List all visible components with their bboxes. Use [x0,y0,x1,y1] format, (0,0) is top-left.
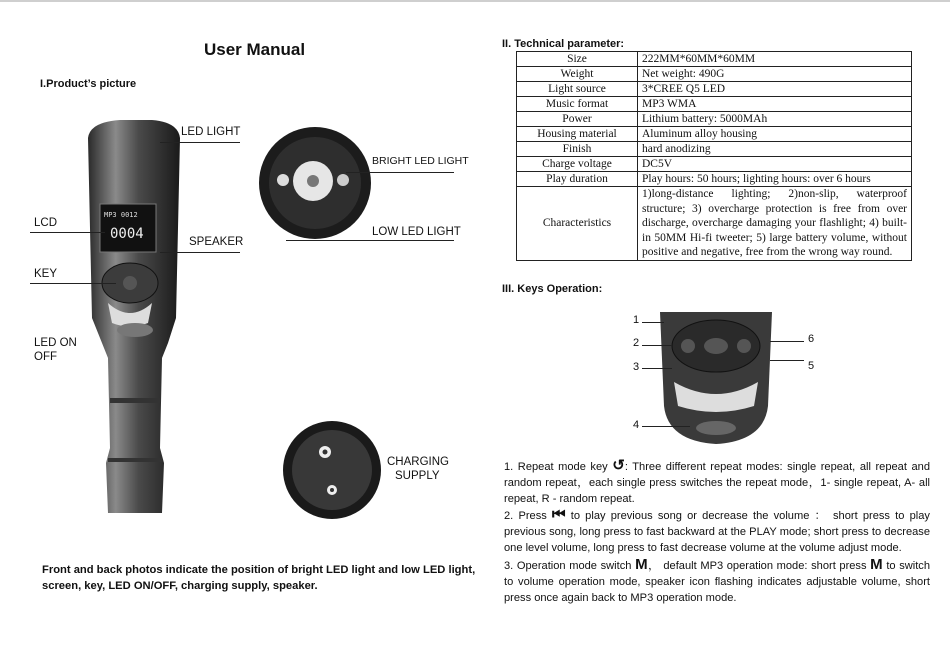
spec-value: Play hours: 50 hours; lighting hours: over 6 hours [638,172,912,187]
product-caption: Front and back photos indicate the position of bright LED light and low LED light, screen, key, LED ON/OFF, charging supply, speaker. [42,564,476,592]
keypad-photo [656,306,776,446]
label-led-light: LED LIGHT [181,126,241,138]
spec-key: Power [517,112,638,127]
table-row [517,127,912,142]
spec-value: Lithium battery: 5000MAh [638,112,912,127]
instruction-repeat [504,458,930,507]
spec-key: Finish [517,142,638,157]
mode-m-icon: M [635,555,648,573]
mode-m-icon: M [870,555,883,573]
callout-number-2: 2 [633,337,640,349]
label-key: KEY [34,268,58,280]
tech-heading: II. Technical parameter: [502,38,625,50]
label-led-on: LED ON [34,337,77,349]
table-row [517,52,912,67]
table-row [517,112,912,127]
label-supply: SUPPLY [395,470,440,482]
instruction-text: ， default MP3 operation mode: short press [647,559,867,572]
spec-key: Size [517,52,638,67]
label-low-led: LOW LED LIGHT [372,226,461,238]
spec-value: hard anodizing [638,142,912,157]
instruction-text: 3. Operation mode switch [504,559,632,572]
table-row [517,82,912,97]
callout-line-2 [642,345,672,346]
table-row [517,97,912,112]
flashlight-head-photo [256,124,374,242]
spec-key: Play duration [517,172,638,187]
callout-number-6: 6 [808,333,815,345]
callout-line-1 [642,322,664,323]
callout-number-4: 4 [633,419,640,431]
spec-value: 222MM*60MM*60MM [638,52,912,67]
instruction-text: to play previous song or decrease the volume ： short press to play previous song, long press to fast backward at the PLAY mode; short press to decrease one level volume, long press to fast decrease volume at the volume adjust mode. [504,510,930,555]
instruction-text: : Three different repeat modes: single repeat, all repeat and random repeat，each single press switches the repeat mode，1- single repeat, A- all repeat, R - random repeat. [504,461,930,506]
callout-line-4 [642,426,690,427]
spec-key: Housing material [517,127,638,142]
callout-line-6 [770,341,804,342]
label-charging: CHARGING [387,456,449,468]
callout-number-5: 5 [808,360,815,372]
page-title: User Manual [204,40,306,59]
spec-key: Characteristics [517,187,638,261]
spec-key: Music format [517,97,638,112]
spec-value: 3*CREE Q5 LED [638,82,912,97]
spec-value: 1)long-distance lighting; 2)non-slip, waterproof structure; 3) overcharge protection is free from over discharge, overcharge damaging your flashlight; 4) built-in 50MM Hi-fi tweeter; 5) large battery volume, without positive and negative, free from the wrong way round. [638,187,912,261]
instruction-text: to switch to volume operation mode, speaker icon flashing indicates adjustable volume, short press once again back to MP3 operation mode. [504,559,931,604]
table-row [517,172,912,187]
callout-line-5 [770,360,804,361]
spec-value: MP3 WMA [638,97,912,112]
spec-table [516,51,912,261]
spec-value: Aluminum alloy housing [638,127,912,142]
label-bright-led: BRIGHT LED LIGHT [372,155,469,167]
table-row [517,142,912,157]
callout-lcd [30,232,105,233]
table-row [517,157,912,172]
top-border [0,0,950,2]
callout-number-3: 3 [633,361,640,373]
keys-instructions [504,458,930,606]
callout-line-3 [642,368,672,369]
instruction-mode [504,557,930,606]
previous-track-icon: ⏮ [552,506,566,524]
flashlight-tail-photo [282,420,382,520]
callout-bright-led [346,172,454,173]
product-heading: I.Product’s picture [40,78,137,90]
callout-led-light [160,142,240,143]
instruction-text: 2. Press [504,510,547,523]
instruction-previous [504,507,930,556]
callout-number-1: 1 [633,314,640,326]
spec-value: DC5V [638,157,912,172]
label-lcd: LCD [34,217,58,229]
table-row [517,187,912,261]
instruction-text: 1. Repeat mode key [504,461,608,473]
repeat-icon: ↺ [612,457,625,474]
flashlight-front-photo [80,118,190,518]
spec-key: Charge voltage [517,157,638,172]
callout-key [30,283,116,284]
spec-key: Light source [517,82,638,97]
callout-speaker [160,252,240,253]
spec-key: Weight [517,67,638,82]
table-row [517,67,912,82]
label-off: OFF [34,351,57,363]
lcd-big-text: 0004 [110,226,144,242]
label-speaker: SPEAKER [189,236,244,248]
spec-value: Net weight: 490G [638,67,912,82]
keys-heading: III. Keys Operation: [502,283,603,295]
callout-low-led [286,240,454,241]
lcd-top-text: MP3 0012 [104,211,138,219]
